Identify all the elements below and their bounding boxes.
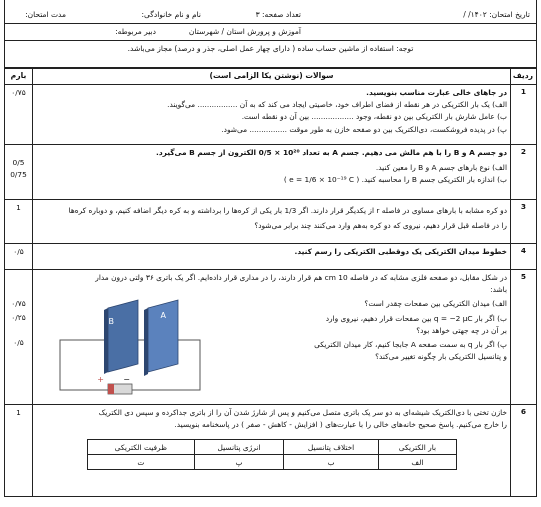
exam-date-label: تاریخ امتحان: ۱۴۰۲/ / [463, 10, 530, 19]
question-line: را در فاصله قبل قرار دهیم، نیروی که دو کره به‌هم وارد می‌کنند چند برابر می‌شود؟ [254, 221, 507, 231]
question-row [5, 405, 537, 497]
student-name-label: نام و نام خانوادگی: [141, 10, 201, 19]
header-divider [4, 23, 537, 24]
calculator-note: توجه: استفاده از ماشین حساب ساده ( دارای چهار عمل اصلی، جذر و درصد) مجاز می‌باشد. [127, 44, 414, 53]
plate-b-edge [104, 308, 108, 374]
question-number: 3 [511, 200, 537, 244]
question-line: بر آن در چه جهتی خواهد بود؟ [416, 325, 507, 335]
question-body [33, 145, 511, 200]
question-line: ب) اگر بار q = −2 μC بین صفحات قرار دهیم، نیروی وارد [325, 313, 507, 323]
question-score [5, 85, 33, 145]
question-line: و پتانسیل الکتریکی بار چگونه تغییر می‌کند؟ [375, 352, 507, 362]
question-score [5, 270, 33, 405]
question-number: 5 [511, 270, 537, 405]
score-value: ۰/۷۵ [11, 88, 26, 97]
col-header-score: بارم [5, 69, 33, 85]
score-value: ۰/۷۵ [11, 299, 26, 308]
education-org: آموزش و پرورش استان / شهرستان [188, 27, 301, 36]
question-line: خازن تختی با دی‌الکتریک شیشه‌ای به دو سر یک باتری متصل می‌کنیم و پس از شارژ شدن آن را از باتری جداکرده و سپس دی الکتریک [98, 408, 507, 417]
question-row [5, 200, 537, 244]
col-header-questions: سوالات (نوشتن یکا الزامی است) [33, 69, 511, 85]
questions-table [4, 68, 537, 497]
plate-b [108, 300, 138, 372]
teacher-label: دبیر مربوطه: [115, 27, 156, 36]
score-value: 1 [16, 203, 21, 212]
battery-plus: + [97, 375, 104, 384]
subtable-cell: ب [283, 455, 378, 470]
question-score [5, 244, 33, 270]
question-line: الف) یک بار الکتریکی در هر نقطه از فضای اطراف خود، خاصیتی ایجاد می کند که به آن ................. می‌گویند. [167, 100, 507, 110]
question-line: دو کره مشابه با بارهای مساوی در فاصله r از یکدیگر قرار دارند. اگر 1/3 بار یکی از کره‌ها را برداشته و به کره دیگر اضافه کنیم، و دوباره کره‌ها [68, 206, 507, 215]
score-value: 0/5 [12, 158, 25, 167]
capacitor-circuit-figure [56, 298, 206, 398]
question-line: الف) میدان الکتریکی بین صفحات چقدر است؟ [364, 299, 507, 309]
score-value: 0/75 [10, 170, 27, 180]
question-score [5, 405, 33, 497]
battery-minus: − [123, 375, 130, 384]
question-score [5, 200, 33, 244]
question-line: را خارج می‌کنیم. پاسخ صحیح خانه‌های خالی را با عبارت‌های ( افزایش - کاهش - صفر ) در پاسخنامه بنویسید. [174, 420, 507, 430]
question-line: در جاهای خالی عبارت مناسب بنویسید. [366, 88, 507, 97]
question-number: 4 [511, 244, 537, 270]
answer-subtable [87, 439, 457, 470]
score-value: ۰/۲۵ [11, 313, 26, 323]
subtable-header-row [87, 440, 456, 455]
header-divider [4, 40, 537, 41]
question-line: پ) در پدیده فروشکست، دی‌الکتریک بین دو صفحه خازن به طور موقت ................ می‌شود. [221, 124, 507, 134]
exam-header [4, 0, 537, 68]
subtable-header: انرژی پتانسیل [195, 440, 284, 455]
question-line: خطوط میدان الکتریکی یک دوقطبی الکتریکی را رسم کنید. [294, 247, 507, 256]
question-body [33, 270, 511, 405]
question-number: 6 [511, 405, 537, 497]
question-line: ب) اندازه بار الکتریکی جسم B را محاسبه کنید. ( e = 1/6 × 10⁻¹⁹ C ) [283, 175, 507, 185]
table-header-row [5, 69, 537, 85]
question-body [33, 200, 511, 244]
question-line: ب) عامل شارش بار الکتریکی بین دو نقطه، وجود .................. بین آن دو نقطه است. [241, 112, 507, 122]
question-line: در شکل مقابل، دو صفحه فلزی مشابه که در فاصله 10 cm هم قرار دارند، را در مداری قرار داده‌ایم. اگر یک باتری ۳۶ ولتی درون مدار [95, 273, 507, 282]
question-row [5, 270, 537, 405]
question-number: 1 [511, 85, 537, 145]
question-row [5, 85, 537, 145]
question-body [33, 85, 511, 145]
question-line: باشد: [490, 285, 507, 295]
question-line: الف) نوع بارهای جسم A و B را معین کنید. [375, 163, 507, 173]
subtable-header: اختلاف پتانسیل [283, 440, 378, 455]
exam-duration-label: مدت امتحان: [25, 10, 66, 19]
subtable-cell: پ [195, 455, 284, 470]
score-value: 1 [16, 408, 21, 417]
plate-a-edge [144, 308, 148, 376]
question-line: دو جسم A و B را با هم مالش می دهیم. جسم A به تعداد 10²⁰ × 0/5 الکترون از جسم B می‌گیرد. [156, 148, 507, 157]
subtable-header: ظرفیت الکتریکی [87, 440, 195, 455]
page-count: تعداد صفحه: ۳ [255, 10, 301, 19]
battery-terminal [108, 384, 114, 394]
question-body [33, 405, 511, 497]
subtable-cell: ت [87, 455, 195, 470]
subtable-answer-row [87, 455, 456, 470]
subtable-header: بار الکتریکی [379, 440, 456, 455]
plate-a-label: A [160, 311, 166, 320]
question-row [5, 145, 537, 200]
col-header-row: ردیف [511, 69, 537, 85]
question-line: پ) اگر بار q به سمت صفحه A جابجا کنیم، کار میدان الکتریکی [314, 340, 507, 350]
question-body [33, 244, 511, 270]
question-number: 2 [511, 145, 537, 200]
score-value: ۰/۵ [13, 247, 24, 256]
plate-b-label: B [108, 317, 114, 326]
question-score [5, 145, 33, 200]
question-row [5, 244, 537, 270]
subtable-cell: الف [379, 455, 456, 470]
score-value: ۰/۵ [13, 338, 24, 348]
